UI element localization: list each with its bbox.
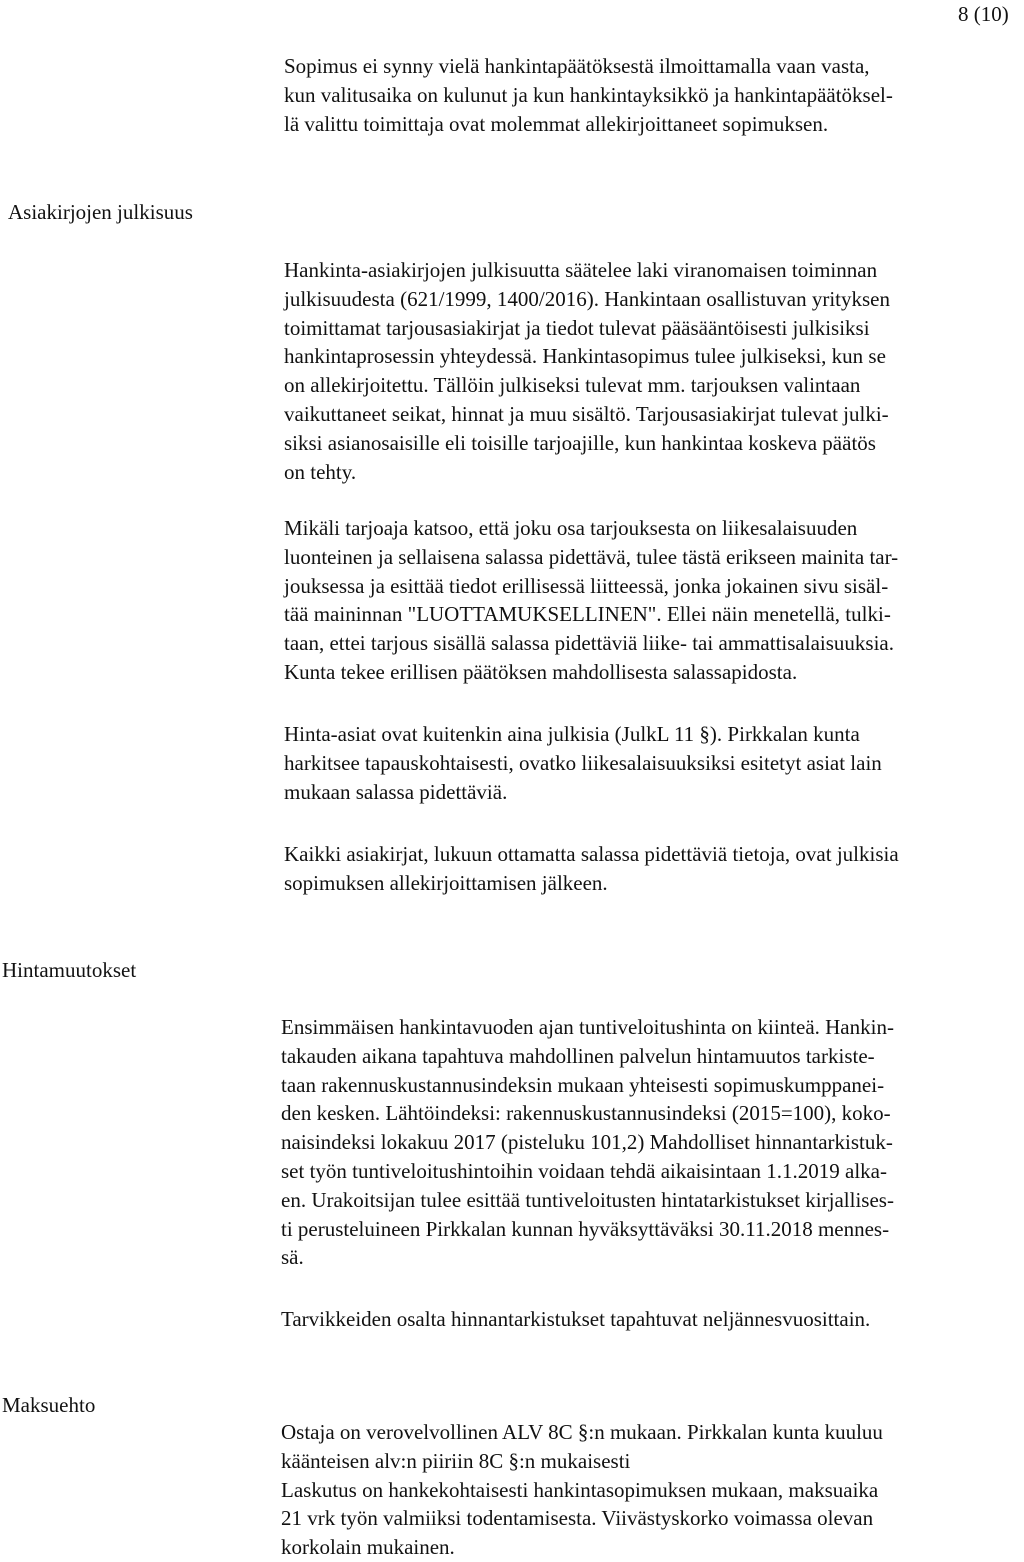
intro-paragraph (284, 52, 893, 138)
text-line: on tehty. (284, 459, 357, 484)
text-line: käänteisen alv:n piiriin 8C §:n mukaisesti (281, 1448, 631, 1473)
text-line: taan, ettei tarjous sisällä salassa pidettäviä liike- tai ammattisalaisuuksia. (284, 631, 894, 656)
text-line: luonteinen ja sellaisena salassa pidettävä, tulee tästä erikseen mainita tar- (284, 544, 899, 569)
text-line: Ensimmäisen hankintavuoden ajan tuntiveloitushinta on kiinteä. Hankin- (281, 1015, 894, 1039)
text-line: mukaan salassa pidettäviä. (284, 779, 508, 804)
text-line: jouksessa ja esittää tiedot erillisessä liitteessä, jonka jokainen sivu sisäl- (284, 573, 889, 598)
text-line: lä valittu toimittaja ovat molemmat allekirjoittaneet sopimuksen. (284, 111, 829, 136)
hintamuutokset-paragraph-1 (281, 1013, 894, 1272)
text-line: takauden aikana tapahtuva mahdollinen palvelun hintamuutos tarkiste- (281, 1043, 875, 1068)
text-line: julkisuudesta (621/1999, 1400/2016). Hankintaan osallistuvan yrityksen (284, 286, 891, 311)
hintamuutokset-paragraph-2 (281, 1305, 870, 1334)
text-line: tää maininnan "LUOTTAMUKSELLINEN". Ellei näin menetellä, tulki- (284, 602, 891, 627)
section-heading-maksuehto: Maksuehto (2, 1393, 96, 1417)
text-line: hankintaprosessin yhteydessä. Hankintasopimus tulee julkiseksi, kun se (284, 344, 886, 369)
maksuehto-paragraph (281, 1418, 883, 1562)
text-line: Hankinta-asiakirjojen julkisuutta säätelee laki viranomaisen toiminnan (284, 258, 878, 282)
text-line: Kaikki asiakirjat, lukuun ottamatta salassa pidettäviä tietoja, ovat julkisia (284, 842, 899, 866)
text-line: toimittamat tarjousasiakirjat ja tiedot tulevat pääsääntöisesti julkisiksi (284, 315, 870, 340)
text-line: on allekirjoitettu. Tällöin julkiseksi tulevat mm. tarjouksen valintaan (284, 373, 861, 398)
text-line: Kunta tekee erillisen päätöksen mahdollisesta salassapidosta. (284, 659, 798, 684)
text-line: vaikuttaneet seikat, hinnat ja muu sisältö. Tarjousasiakirjat tulevat julki- (284, 401, 889, 426)
text-line: naisindeksi lokakuu 2017 (pisteluku 101,2) Mahdolliset hinnantarkistuk- (281, 1130, 893, 1155)
section-heading-hintamuutokset: Hintamuutokset (2, 958, 137, 982)
text-line: Hinta-asiat ovat kuitenkin aina julkisia (JulkL 11 §). Pirkkalan kunta (284, 722, 860, 746)
text-line: Ostaja on verovelvollinen ALV 8C §:n mukaan. Pirkkalan kunta kuuluu (281, 1420, 883, 1444)
text-line: Tarvikkeiden osalta hinnantarkistukset tapahtuvat neljännesvuosittain. (281, 1307, 871, 1331)
julkisuus-paragraph-3 (284, 720, 882, 806)
julkisuus-paragraph-2 (284, 514, 898, 687)
text-line: sä. (281, 1245, 304, 1270)
text-line: den kesken. Lähtöindeksi: rakennuskustannusindeksi (2015=100), koko- (281, 1101, 891, 1126)
text-line: set työn tuntiveloitushintoihin voidaan tehdä aikaisintaan 1.1.2019 alka- (281, 1158, 887, 1183)
text-line: Laskutus on hankekohtaisesti hankintasopimuksen mukaan, maksuaika (281, 1477, 879, 1502)
text-line: taan rakennuskustannusindeksin mukaan yhteisesti sopimuskumppanei- (281, 1072, 885, 1097)
text-line: kun valitusaika on kulunut ja kun hankintayksikkö ja hankintapäätöksel- (284, 82, 893, 107)
text-line: ti perusteluineen Pirkkalan kunnan hyväksyttäväksi 30.11.2018 mennes- (281, 1216, 890, 1241)
text-line: en. Urakoitsijan tulee esittää tuntiveloitusten hintatarkistukset kirjallises- (281, 1187, 894, 1212)
text-line: harkitsee tapauskohtaisesti, ovatko liikesalaisuuksiksi esitetyt asiat lain (284, 750, 882, 775)
text-line: Sopimus ei synny vielä hankintapäätöksestä ilmoittamalla vaan vasta, (284, 54, 870, 78)
text-line: korkolain mukainen. (281, 1535, 455, 1560)
page-number: 8 (10) (958, 2, 1009, 26)
julkisuus-paragraph-1 (284, 256, 890, 486)
text-line: sopimuksen allekirjoittamisen jälkeen. (284, 870, 608, 895)
julkisuus-paragraph-4 (284, 840, 899, 898)
text-line: siksi asianosaisille eli toisille tarjoajille, kun hankintaa koskeva päätös (284, 430, 876, 455)
text-line: Mikäli tarjoaja katsoo, että joku osa tarjouksesta on liikesalaisuuden (284, 516, 858, 540)
section-heading-asiakirjojen-julkisuus: Asiakirjojen julkisuus (8, 200, 193, 224)
text-line: 21 vrk työn valmiiksi todentamisesta. Viivästyskorko voimassa olevan (281, 1506, 874, 1531)
